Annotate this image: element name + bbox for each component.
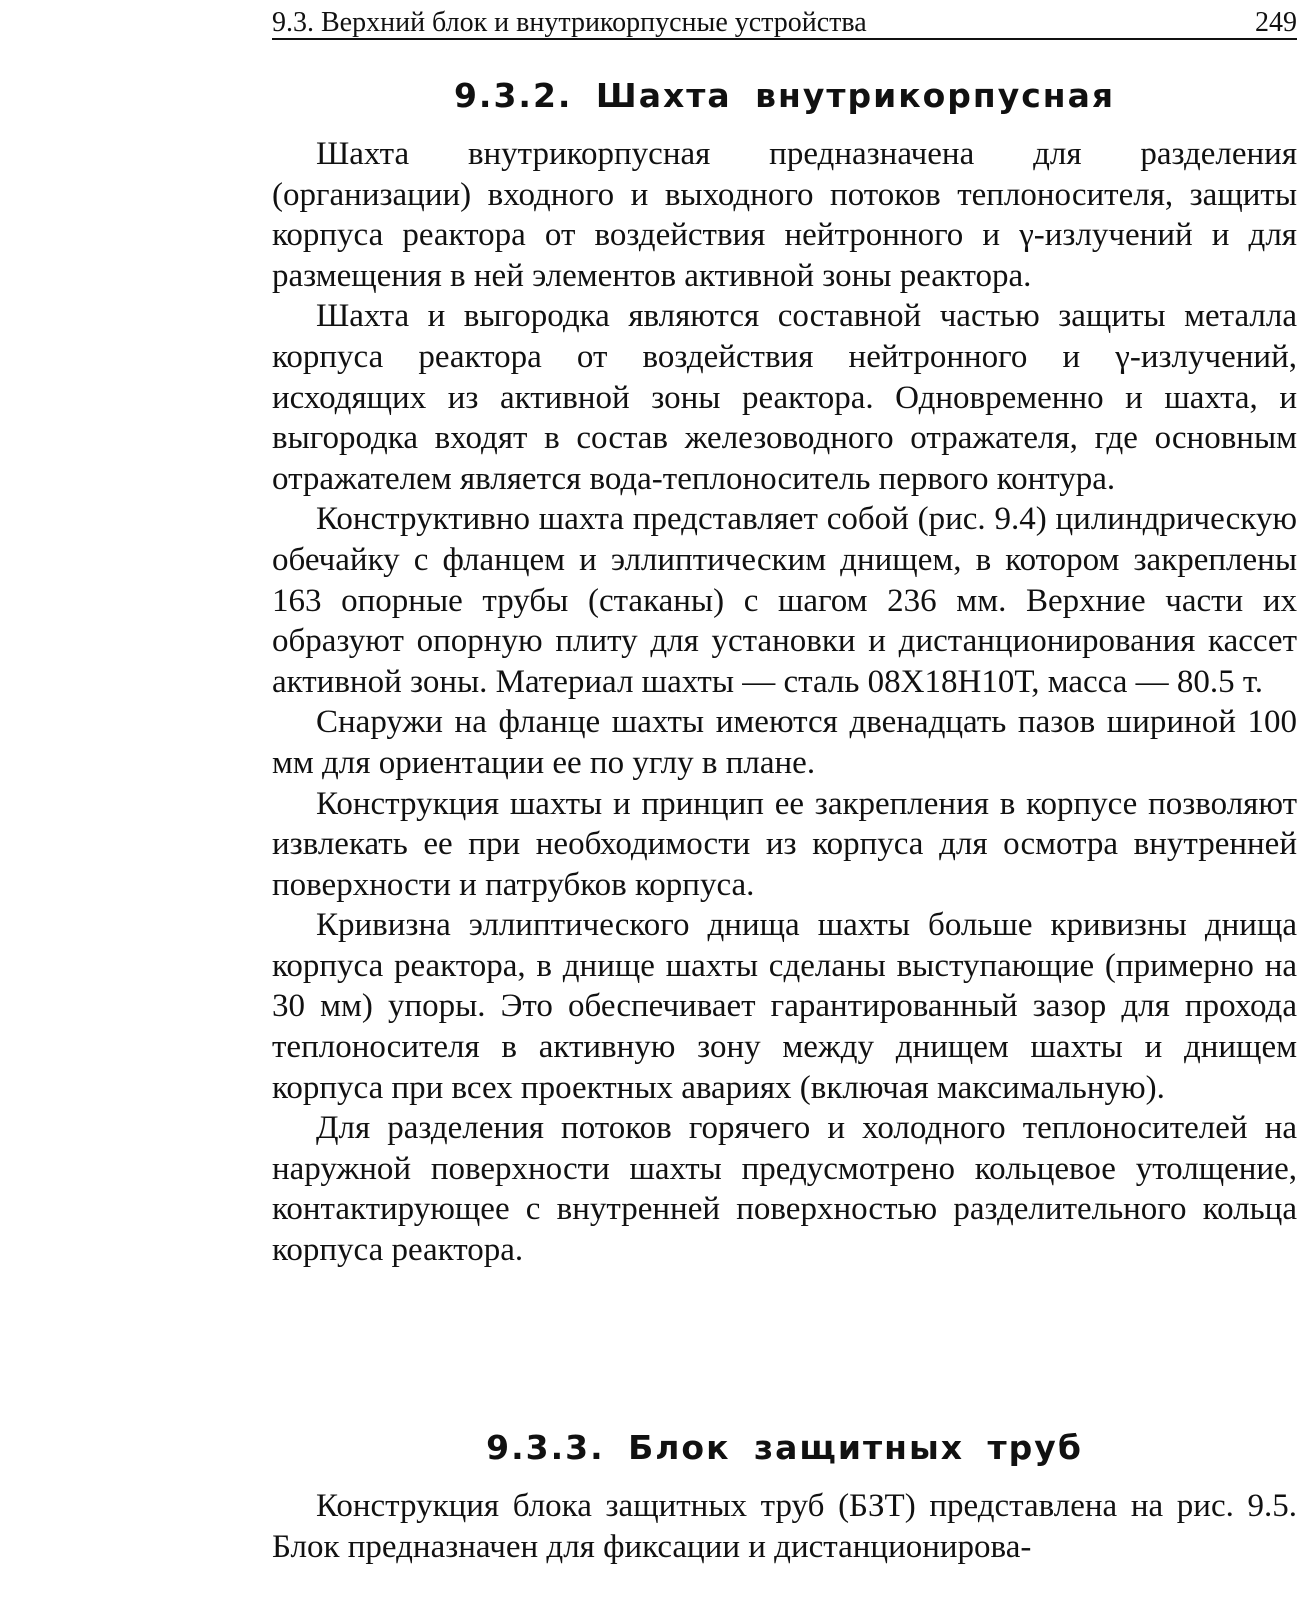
running-head: 9.3. Верхний блок и внутрикорпусные устройства (272, 7, 867, 38)
paragraph: Конструкция шахты и принцип ее закрепления в корпусе позволяют извлекать ее при необходимости из корпуса для осмотра внутренней поверхности и патрубков корпуса. (272, 785, 1297, 903)
paragraph: Кривизна эллиптического днища шахты больше кривизны днища корпуса реактора, в днище шахты сделаны выступающие (примерно на 30 мм) упоры. Это обеспечивает гарантированный зазор для прохода теплоносителя в активную зону между днищем шахты и днищем корпуса при всех проектных авариях (включая максимальную). (272, 907, 1297, 1106)
section-heading-9-3-3: 9.3.3. Блок защитных труб (486, 1428, 1083, 1467)
section-body-9-3-2 (272, 134, 1297, 1271)
section-heading-9-3-2: 9.3.2. Шахта внутрикорпусная (453, 76, 1116, 115)
paragraph: Конструкция блока защитных труб (БЗТ) представлена на рис. 9.5. Блок предназначен для фиксации и дистанционирова- (272, 1488, 1297, 1565)
page-header (272, 8, 1297, 40)
paragraph: Конструктивно шахта представляет собой (рис. 9.4) цилиндрическую обечайку с фланцем и эллиптическим днищем, в котором закреплены 163 опорные трубы (стаканы) с шагом 236 мм. Верхние части их образуют опорную плиту для установки и дистанционирования кассет активной зоны. Материал шахты — сталь 08Х18Н10Т, масса — 80.5 т. (272, 501, 1297, 700)
section-body-9-3-3 (272, 1486, 1297, 1567)
page-number: 249 (1255, 7, 1297, 38)
paragraph: Шахта и выгородка являются составной частью защиты металла корпуса реактора от воздействия нейтронного и γ-излучений, исходящих из активной зоны реактора. Одновременно и шахта, и выгородка входят в состав железоводного отражателя, где основным отражателем является вода-теплоноситель первого контура. (272, 298, 1297, 497)
paragraph: Для разделения потоков горячего и холодного теплоносителей на наружной поверхности шахты предусмотрено кольцевое утолщение, контактирующее с внутренней поверхностью разделительного кольца корпуса реактора. (272, 1110, 1297, 1269)
paragraph: Шахта внутрикорпусная предназначена для разделения (организации) входного и выходного потоков теплоносителя, защиты корпуса реактора от воздействия нейтронного и γ-излучений и для размещения в ней элементов активной зоны реактора. (272, 136, 1297, 294)
paragraph: Снаружи на фланце шахты имеются двенадцать пазов шириной 100 мм для ориентации ее по углу в плане. (272, 704, 1297, 781)
